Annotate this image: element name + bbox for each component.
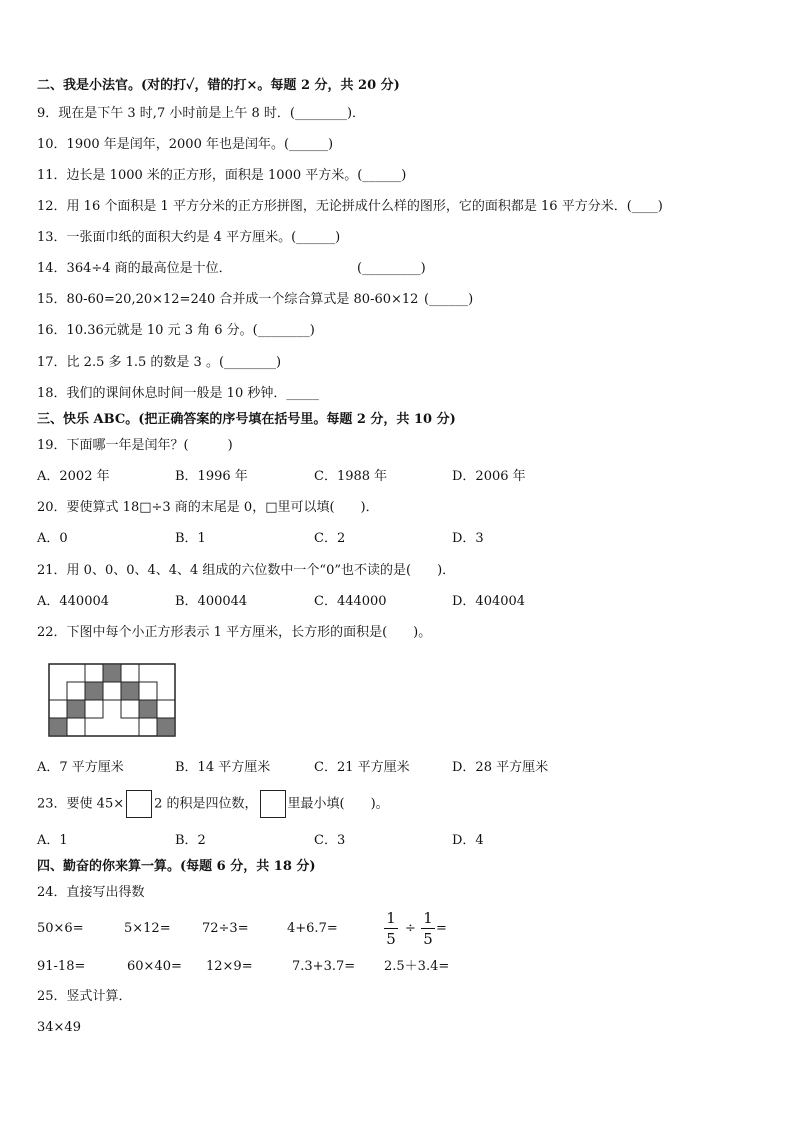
grid-square <box>67 700 85 718</box>
fraction-1-numerator: 1 <box>386 909 396 927</box>
q23-option-d: D．4 <box>452 833 484 848</box>
question-20: 20．要使算式 18□÷3 商的末尾是 0，□里可以填( )． <box>37 500 379 515</box>
q23-blank-box-2 <box>260 790 286 818</box>
question-9: 9．现在是下午 3 时,7 小时前是上午 8 时．(________)． <box>37 106 366 121</box>
q19-option-b: B．1996 年 <box>175 469 248 484</box>
calc-item: 72÷3= <box>202 921 249 936</box>
q23-stem-part-2: 2 的积是四位数， <box>154 796 258 812</box>
section-3-header: 三、快乐 ABC。(把正确答案的序号填在括号里。每题 2 分，共 10 分) <box>37 412 456 427</box>
question-14: 14．364÷4 商的最高位是十位． <box>37 261 232 276</box>
grid-square <box>85 682 103 700</box>
question-25: 25．竖式计算． <box>37 989 132 1004</box>
question-24: 24．直接写出得数 <box>37 885 145 900</box>
q19-option-c: C．1988 年 <box>314 469 388 484</box>
calc-item: 2.5＋3.4= <box>384 959 450 974</box>
q20-option-c: C．2 <box>314 531 346 546</box>
question-15: 15．80-60=20,20×12=240 合并成一个综合算式是 80-60×12 <box>37 292 419 307</box>
q20-option-a: A．0 <box>37 531 68 546</box>
calc-item: 60×40= <box>127 959 182 974</box>
q19-option-d: D．2006 年 <box>452 469 526 484</box>
q23-stem-part-3: 里最小填( )。 <box>287 796 389 812</box>
grid-square <box>49 718 67 736</box>
question-19: 19．下面哪一年是闰年？( ) <box>37 438 233 453</box>
question-17: 17．比 2.5 多 1.5 的数是 3 。(________) <box>37 355 282 370</box>
calc-item: 7.3+3.7= <box>292 959 356 974</box>
question-16: 16．10.36元就是 10 元 3 角 6 分。(________) <box>37 323 315 338</box>
question-22: 22．下图中每个小正方形表示 1 平方厘米，长方形的面积是( )。 <box>37 625 432 640</box>
question-11: 11．边长是 1000 米的正方形，面积是 1000 平方米。(______) <box>37 168 407 183</box>
fraction-1-denominator: 5 <box>386 930 396 948</box>
q23-option-a: A．1 <box>37 833 68 848</box>
question-10: 10．1900 年是闰年，2000 年也是闰年。(______) <box>37 137 334 152</box>
question-23 <box>37 790 389 819</box>
question-21: 21．用 0、0、0、4、4、4 组成的六位数中一个“0”也不读的是( )． <box>37 563 456 578</box>
calc-item: 12×9= <box>206 959 253 974</box>
q23-blank-box-1 <box>126 790 152 818</box>
fraction-1 <box>384 909 398 948</box>
q21-option-a: A．440004 <box>37 594 110 609</box>
question-13: 13．一张面巾纸的面积大约是 4 平方厘米。(______) <box>37 230 341 245</box>
q20-option-d: D．3 <box>452 531 484 546</box>
grid-square <box>139 700 157 718</box>
q22-option-a: A．7 平方厘米 <box>37 760 124 775</box>
grid-square <box>157 718 175 736</box>
fraction-2-numerator: 1 <box>423 909 433 927</box>
q20-option-b: B．1 <box>175 531 206 546</box>
q23-option-b: B．2 <box>175 833 206 848</box>
section-4-header: 四、勤奋的你来算一算。(每题 6 分，共 18 分) <box>37 859 316 874</box>
q21-option-b: B．400044 <box>175 594 248 609</box>
question-15-blank: (______) <box>424 292 474 307</box>
q22-option-d: D．28 平方厘米 <box>452 760 549 775</box>
q23-stem-part-1: 23．要使 45× <box>37 796 125 812</box>
calc-item: 4+6.7= <box>287 921 338 936</box>
question-12: 12．用 16 个面积是 1 平方分米的正方形拼图，无论拼成什么样的图形，它的面积都是 16 平方分米．(____) <box>37 199 663 214</box>
fraction-2-denominator: 5 <box>423 930 433 948</box>
question-18: 18．我们的课间休息时间一般是 10 秒钟．_____ <box>37 386 319 401</box>
q21-option-c: C．444000 <box>314 594 387 609</box>
q23-option-c: C．3 <box>314 833 346 848</box>
equals-sign: = <box>436 921 447 936</box>
section-2-header: 二、我是小法官。(对的打✓，错的打×。每题 2 分，共 20 分) <box>37 78 400 93</box>
question-14-blank: (_________) <box>357 261 426 276</box>
question-25-expression: 34×49 <box>37 1020 81 1035</box>
fraction-2 <box>421 909 435 948</box>
q21-option-d: D．404004 <box>452 594 526 609</box>
grid-square <box>121 682 139 700</box>
calc-item: 50×6= <box>37 921 84 936</box>
grid-rectangle-figure <box>48 663 178 738</box>
q22-option-c: C．21 平方厘米 <box>314 760 410 775</box>
calc-item: 5×12= <box>124 921 171 936</box>
q22-option-b: B．14 平方厘米 <box>175 760 271 775</box>
q19-option-a: A．2002 年 <box>37 469 110 484</box>
division-sign: ÷ <box>405 921 416 936</box>
calc-item: 91-18= <box>37 959 86 974</box>
grid-square <box>103 664 121 682</box>
